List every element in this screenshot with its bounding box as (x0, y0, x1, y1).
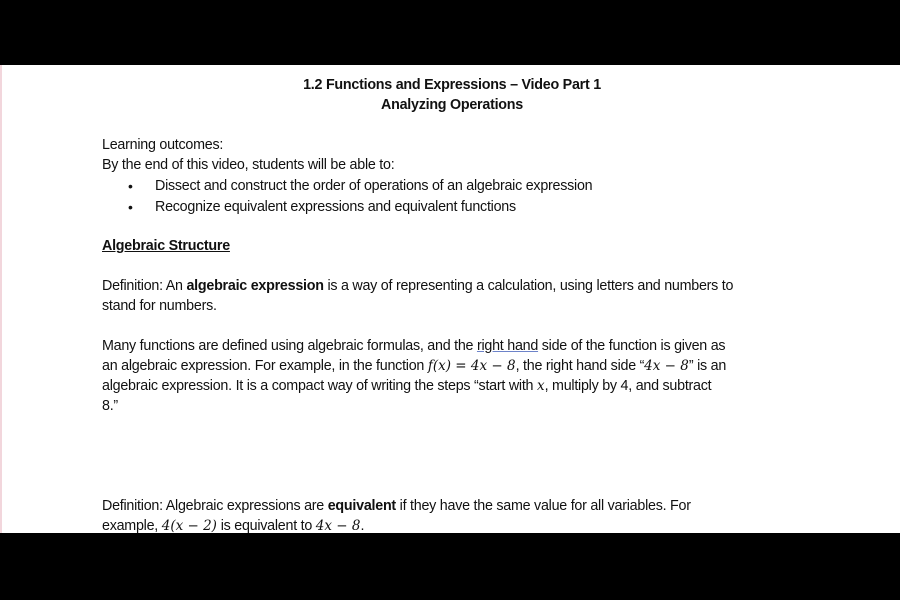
text-run: is a way of representing a calculation, using letters and numbers to (323, 278, 734, 294)
bullet-item (155, 197, 516, 217)
text-run: if they have the same value for all variables. For (395, 498, 691, 514)
math-expression: 4x − 8 (644, 358, 689, 374)
text-run: is equivalent to (216, 518, 316, 534)
bullet-icon: • (128, 178, 133, 194)
text-run: 8.” (102, 398, 118, 414)
text-run: Definition: Algebraic expressions are (102, 498, 328, 514)
text-run: . (360, 518, 365, 534)
text-line (102, 496, 691, 516)
math-expression: 4(x − 2) (161, 518, 217, 534)
text-line (102, 276, 733, 296)
bullet-icon: • (128, 199, 133, 215)
text-run: algebraic expression. It is a compact way of writing the steps “start with (102, 378, 537, 394)
text-run: , multiply by 4, and subtract (544, 378, 712, 394)
document-title: 1.2 Functions and Expressions – Video Part 1 (303, 77, 601, 93)
section-heading (102, 236, 230, 256)
text-run: Dissect and construct the order of operations of an algebraic expression (155, 178, 593, 194)
bullet-item (155, 176, 592, 196)
text-run: Algebraic Structure (102, 238, 230, 254)
text-run: stand for numbers. (102, 298, 217, 314)
document-page (0, 65, 900, 533)
math-expression: 4x − 8 (315, 518, 361, 534)
text-line (102, 155, 394, 175)
text-run: equivalent (327, 498, 396, 514)
text-run: ” is an (688, 358, 727, 374)
text-run: , the right hand side “ (515, 358, 645, 374)
text-line (102, 516, 364, 536)
text-run: Learning outcomes: (102, 137, 224, 153)
math-expression: f(x) = 4x − 8 (427, 358, 516, 374)
text-line (102, 396, 118, 416)
text-line (102, 376, 711, 396)
text-run: Recognize equivalent expressions and equivalent functions (155, 199, 516, 215)
text-run: an algebraic expression. For example, in the function (102, 358, 428, 374)
math-expression: x (536, 378, 545, 394)
text-line (102, 296, 217, 316)
text-run: Many functions are defined using algebraic formulas, and the (102, 338, 477, 354)
text-line (102, 336, 725, 356)
text-run: right hand (476, 338, 539, 354)
text-run: Definition: An (102, 278, 187, 294)
text-run: algebraic expression (186, 278, 324, 294)
text-run: side of the function is given as (538, 338, 726, 354)
text-line (102, 356, 726, 376)
text-line (102, 135, 223, 155)
document-subtitle: Analyzing Operations (381, 97, 523, 113)
text-run: By the end of this video, students will be able to: (102, 157, 395, 173)
text-run: example, (102, 518, 162, 534)
